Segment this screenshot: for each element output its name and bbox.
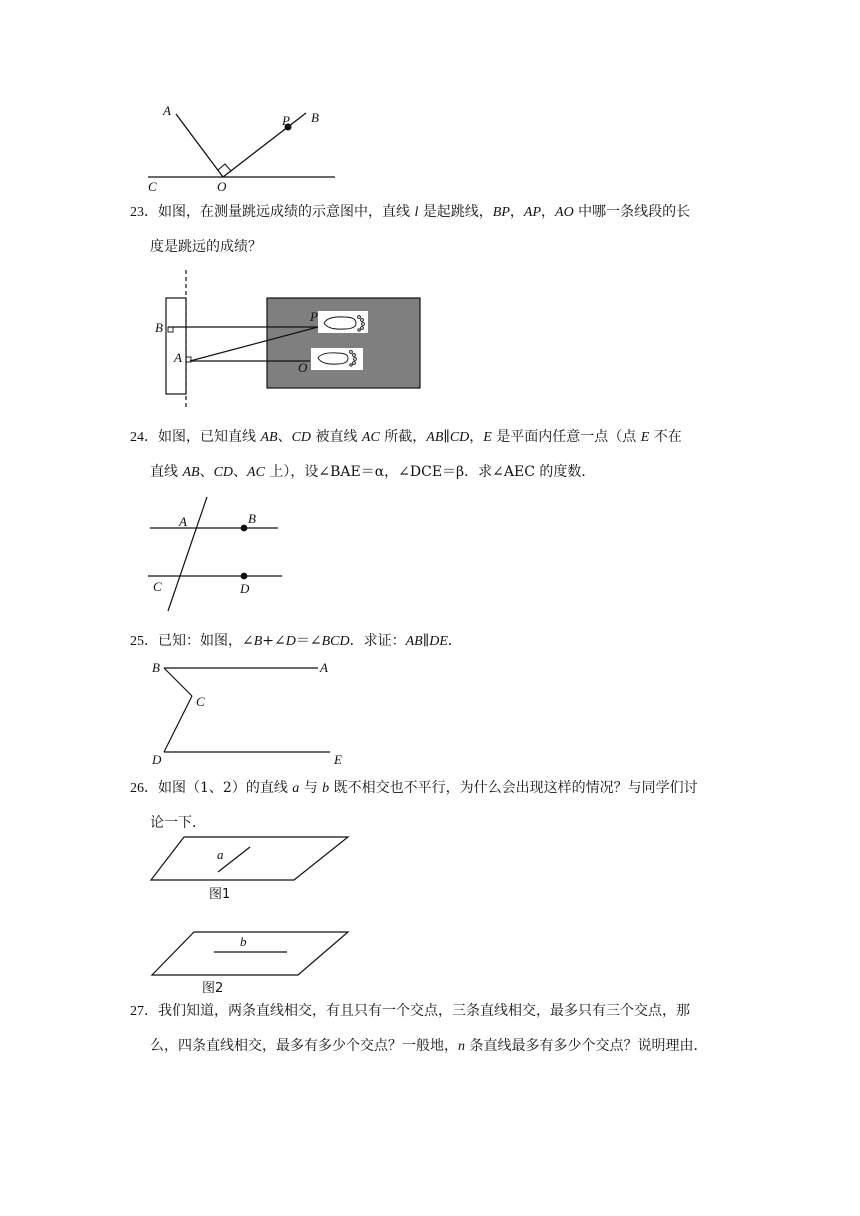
q23-sep2: ， [541,204,556,220]
q23-seg-ap: AP [523,205,542,220]
label-b: B [248,511,256,526]
q24-e: E [483,430,492,445]
q25-t5: ． [447,633,462,649]
q25-number: 25． [130,634,158,649]
q24-l2b: 、 [199,464,214,480]
label-b: B [311,110,319,125]
figure-zigzag [144,654,350,766]
label-e: E [334,752,342,766]
q24-t2: 、 [277,429,292,445]
q27-l2a: 么，四条直线相交，最多有多少个交点？一般地， [150,1038,458,1054]
label-d: D [240,581,250,596]
label-a: A [320,660,328,675]
q24-cd3: CD [213,465,234,480]
q24-l2c: 、 [233,464,248,480]
q24-ac2: AC [247,465,265,480]
q27-t1: 我们知道，两条直线相交，有且只有一个交点，三条直线相交，最多只有三个交点，那 [158,1003,690,1019]
label-b: B [155,320,163,335]
q24-l2d: 上），设∠BAE＝α，∠DCE＝β．求∠AEC 的度数． [264,464,596,480]
q27-line2 [130,1029,740,1064]
figure-parallel-lines [144,495,286,613]
takeoff-board [166,298,186,394]
ray-ob [223,113,306,177]
q26-number: 26． [130,781,158,796]
q27-n: n [458,1039,465,1054]
q25-d: D [285,634,296,649]
figure-right-angle [140,98,340,193]
q24-t1: 如图，已知直线 [158,429,261,445]
label-p: P [310,309,318,324]
q23-var-l: l [414,205,419,220]
q23-text3: 中哪一条线段的长 [573,204,691,220]
q24-ab3: AB [182,465,200,480]
segment-bc [164,668,192,696]
label-c: C [196,694,205,709]
label-c: C [148,179,157,193]
label-c: C [153,579,162,594]
q23-number: 23． [130,205,158,220]
q23-text1: 如图，在测量跳远成绩的示意图中，直线 [158,204,415,220]
label-b: b [240,934,247,949]
q23-seg-ao: AO [555,205,574,220]
q27-line1 [130,994,740,1029]
q25-bcd: BCD [321,634,350,649]
q26-t1: 如图（1、2）的直线 [158,780,293,796]
q26-line2: 论一下． [150,815,206,831]
point-d [241,573,248,580]
q24-t5: ， [469,429,484,445]
q24-ab: AB [260,430,278,445]
label-a: A [179,514,187,529]
figure-long-jump [148,268,432,413]
label-o: O [217,179,227,193]
question-24 [130,420,740,490]
q25-t4: ．求证： [349,633,406,649]
q26-b: b [322,781,330,796]
q25-ab: AB [405,634,423,649]
q23-line2: 度是跳远的成绩？ [150,239,262,255]
label-a: A [163,103,171,118]
q26-t2: 与 [299,780,323,796]
q25-b: B [253,634,263,649]
q24-t3: 被直线 [311,429,362,445]
label-p: P [282,113,290,128]
caption-fig1: 图1 [209,887,231,902]
q25-t3: ＝∠ [295,633,322,649]
q24-ab2: AB [426,430,444,445]
q25-par: ∥ [422,633,430,649]
q25-t2: +∠ [262,633,286,649]
q23-text2: 是起跳线， [418,204,493,220]
q24-line2 [130,455,740,490]
q24-t4: 所截， [379,429,427,445]
q24-e2: E [640,430,650,445]
line-ac [168,497,207,611]
q24-cd: CD [291,430,312,445]
q24-t7: 不在 [649,429,682,445]
plane-2 [152,932,348,975]
point-b [241,525,248,532]
q24-number: 24． [130,430,158,445]
q25-de: DE [429,634,448,649]
question-27 [130,994,740,1064]
q24-line1 [130,420,740,455]
q24-l2a: 直线 [150,464,183,480]
caption-fig2: 图2 [202,981,224,996]
q27-l2b: 条直线最多有多少个交点？说明理由． [465,1038,708,1054]
question-23 [130,195,740,264]
segment-cd [164,696,192,752]
label-a: A [174,350,182,365]
q24-ac: AC [361,430,380,445]
q26-a: a [292,781,300,796]
ray-oa [176,114,223,177]
q27-number: 27． [130,1004,158,1019]
q26-line1 [130,771,740,806]
q24-t6: 是平面内任意一点（点 [491,429,641,445]
plane-1 [151,837,348,880]
q25-t1: 已知：如图，∠ [158,633,254,649]
right-angle-mark [218,164,231,171]
q24-par: ∥ [443,429,450,445]
label-b: B [152,660,160,675]
q24-cd2: CD [449,430,470,445]
label-d: D [152,752,162,766]
label-a: a [217,847,224,862]
q23-sep1: ， [509,204,524,220]
label-o: O [298,360,308,375]
question-26 [130,771,740,840]
q26-t3: 既不相交也不平行，为什么会出现这样的情况？与同学们讨 [329,780,698,796]
figure-planes [144,832,352,996]
q23-seg-bp: BP [492,205,510,220]
q23-line1 [130,195,740,230]
